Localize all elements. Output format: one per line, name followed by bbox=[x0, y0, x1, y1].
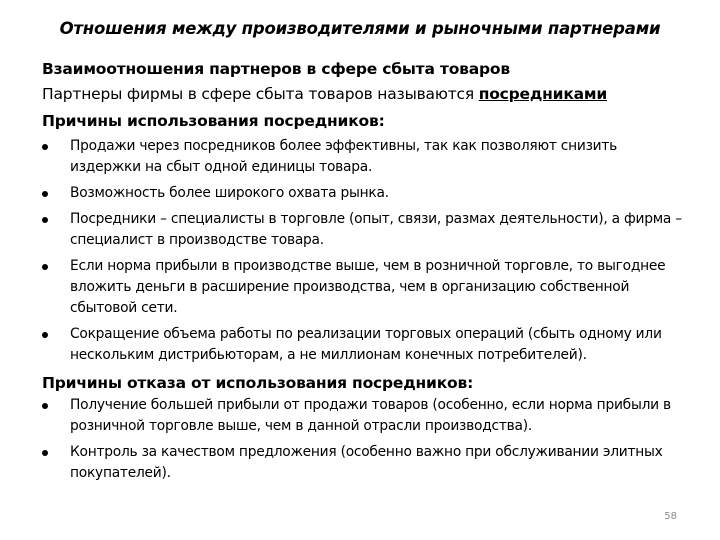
reasons-against-list bbox=[42, 395, 682, 484]
subheading-reasons-against: Причины отказа от использования посредников: bbox=[42, 374, 474, 392]
page-number: 58 bbox=[664, 511, 677, 522]
reasons-for-list bbox=[42, 136, 682, 366]
subheading-partners: Взаимоотношения партнеров в сфере сбыта товаров bbox=[42, 60, 510, 78]
bullet-icon bbox=[42, 264, 48, 270]
list-item-text: Если норма прибыли в производстве выше, чем в розничной торговле, то выгоднее вложить деньги в расширение производства, чем в организацию собственной сбытовой сети. bbox=[70, 258, 666, 316]
bullet-icon bbox=[42, 450, 48, 456]
bullet-icon bbox=[42, 332, 48, 338]
list-item-text: Контроль за качеством предложения (особенно важно при обслуживании элитных покупателей). bbox=[70, 444, 663, 481]
intro-paragraph-text: Партнеры фирмы в сфере сбыта товаров называются bbox=[42, 85, 479, 103]
bullet-icon bbox=[42, 217, 48, 223]
bullet-icon bbox=[42, 403, 48, 409]
bullet-icon bbox=[42, 191, 48, 197]
list-item bbox=[42, 209, 682, 251]
subheading-reasons-for: Причины использования посредников: bbox=[42, 112, 385, 130]
list-item bbox=[42, 136, 682, 178]
list-item bbox=[42, 442, 682, 484]
list-item-text: Получение большей прибыли от продажи товаров (особенно, если норма прибыли в розничной торговле выше, чем в данной отрасли производства). bbox=[70, 397, 671, 434]
slide-content bbox=[42, 58, 682, 484]
list-item-text: Возможность более широкого охвата рынка. bbox=[70, 185, 389, 201]
list-item-text: Посредники – специалисты в торговле (опыт, связи, размах деятельности), а фирма – специалист в производстве товара. bbox=[70, 211, 682, 248]
list-item bbox=[42, 256, 682, 319]
list-item bbox=[42, 395, 682, 437]
intro-paragraph-emphasis: посредниками bbox=[478, 85, 608, 103]
bullet-icon bbox=[42, 144, 48, 150]
slide-title: Отношения между производителями и рыночными партнерами bbox=[59, 19, 661, 38]
list-item-text: Сокращение объема работы по реализации торговых операций (сбыть одному или нескольким дистрибьюторам, а не миллионам конечных потребителей). bbox=[70, 326, 662, 363]
list-item bbox=[42, 183, 682, 204]
list-item bbox=[42, 324, 682, 366]
list-item-text: Продажи через посредников более эффективны, так как позволяют снизить издержки на сбыт одной единицы товара. bbox=[70, 138, 618, 175]
intro-paragraph bbox=[42, 83, 682, 105]
